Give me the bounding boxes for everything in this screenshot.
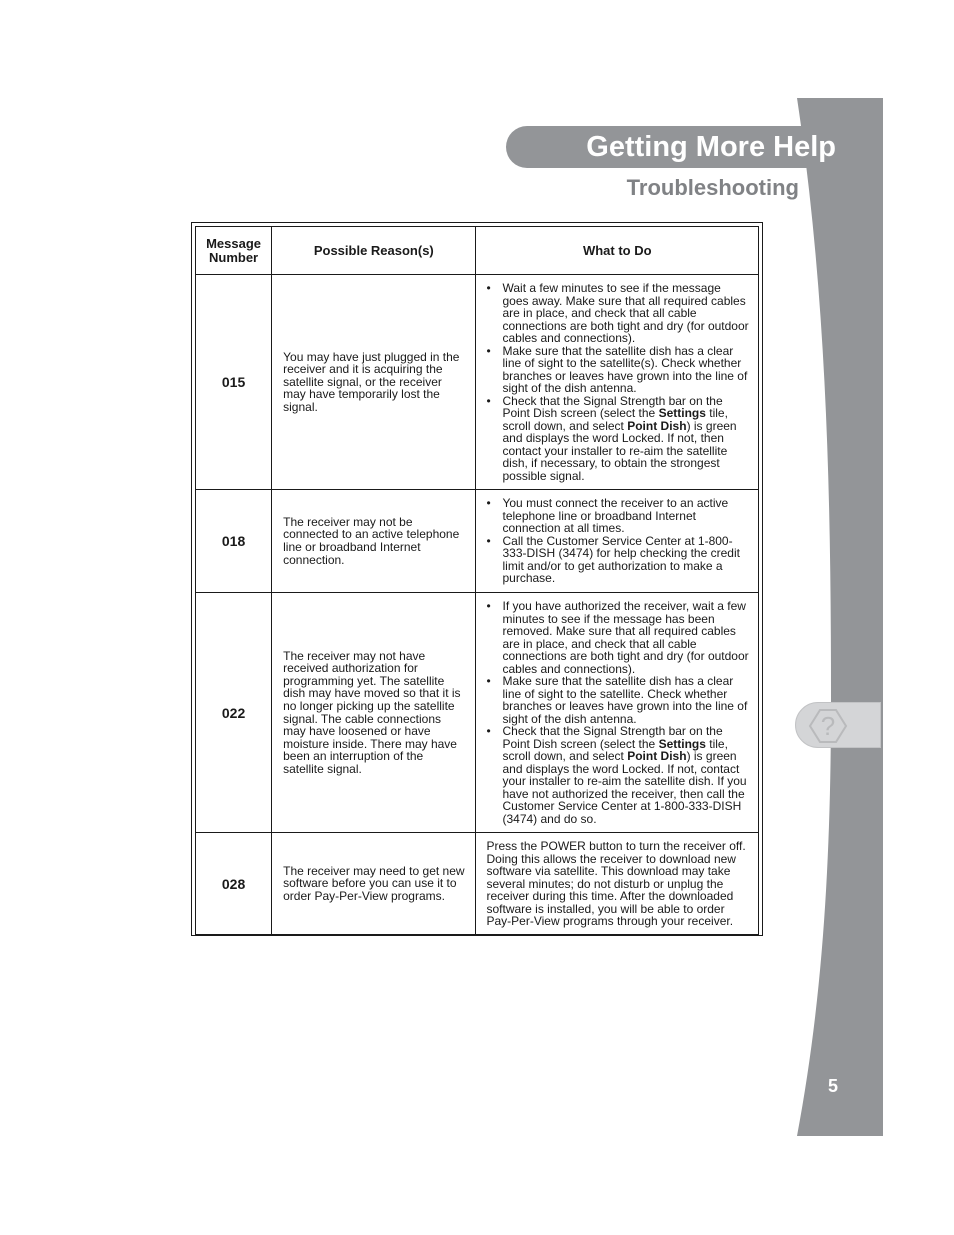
action-item: • Check that the Signal Strength bar on the Point Dish screen (select the Settings tile, scroll down, and select Point Dish) is green and displays the word Locked. If not, then contact your installer to re-aim the satellite dish, if necessary, to obtain the strongest possible signal. [486, 395, 750, 483]
what-to-do [476, 275, 759, 490]
action-item: • Make sure that the satellite dish has a clear line of sight to the satellite. Check whether branches or leaves have grown into the line of sight of the dish antenna. [486, 675, 750, 725]
action-item: • Wait a few minutes to see if the message goes away. Make sure that all required cables are in place, and check that all cable connections are both tight and dry (for outdoor cables and connections). [486, 282, 750, 345]
action-item: • Call the Customer Service Center at 1-800-333-DISH (3474) for help checking the credit limit and/or to get authorization to make a purchase. [486, 535, 750, 585]
page-number: 5 [828, 1076, 839, 1096]
message-number: 028 [196, 833, 272, 935]
action-item: • You must connect the receiver to an active telephone line or broadband Internet connection at all times. [486, 497, 750, 535]
section-subtitle: Troubleshooting [626, 175, 799, 200]
troubleshooting-table [195, 226, 759, 935]
page-title: Getting More Help [586, 131, 836, 163]
question-mark-icon [808, 708, 848, 744]
what-to-do [476, 593, 759, 833]
message-number: 018 [196, 490, 272, 593]
svg-text:?: ? [820, 711, 836, 741]
help-tab[interactable] [795, 702, 881, 748]
possible-reason: You may have just plugged in the receiver and it is acquiring the satellite signal, or the receiver may have temporarily lost the signal. [272, 275, 476, 490]
message-number: 022 [196, 593, 272, 833]
side-bar [797, 98, 883, 1136]
table-header-row [196, 227, 759, 275]
possible-reason: The receiver may need to get new software before you can use it to order Pay-Per-View programs. [272, 833, 476, 935]
message-number: 015 [196, 275, 272, 490]
possible-reason: The receiver may not be connected to an active telephone line or broadband Internet connection. [272, 490, 476, 593]
table-row [196, 275, 759, 490]
action-item: • Make sure that the satellite dish has a clear line of sight to the satellite(s). Check whether branches or leaves have grown into the line of sight of the dish antenna. [486, 345, 750, 395]
action-item: • Check that the Signal Strength bar on the Point Dish screen (select the Settings tile, scroll down, and select Point Dish) is green and displays the word Locked. If not, contact your installer to re-aim the satellite dish. If you have not authorized the receiver, then call the Customer Service Center at 1-800-333-DISH (3474) and do so. [486, 725, 750, 825]
possible-reason: The receiver may not have received authorization for programming yet. The satellite dish may have moved so that it is no longer picking up the satellite signal. The cable connections may have loosened or have moisture inside. There may have been an interruption of the satellite signal. [272, 593, 476, 833]
action-paragraph: Press the POWER button to turn the receiver off. Doing this allows the receiver to download new software via satellite. This download may take several minutes; do not disturb or unplug the receiver during this time. After the downloaded software is installed, you will be able to order Pay-Per-View programs through your receiver. [486, 839, 746, 928]
header-possible-reasons: Possible Reason(s) [272, 227, 476, 275]
what-to-do [476, 833, 759, 935]
header-message-number: Message Number [196, 227, 272, 275]
action-item: • If you have authorized the receiver, wait a few minutes to see if the message has been removed. Make sure that all required cables are in place, and check that all cable connections are both tight and dry (for outdoor cables and connections). [486, 600, 750, 675]
what-to-do [476, 490, 759, 593]
header-what-to-do: What to Do [476, 227, 759, 275]
table-row [196, 490, 759, 593]
table-row [196, 593, 759, 833]
table-row [196, 833, 759, 935]
